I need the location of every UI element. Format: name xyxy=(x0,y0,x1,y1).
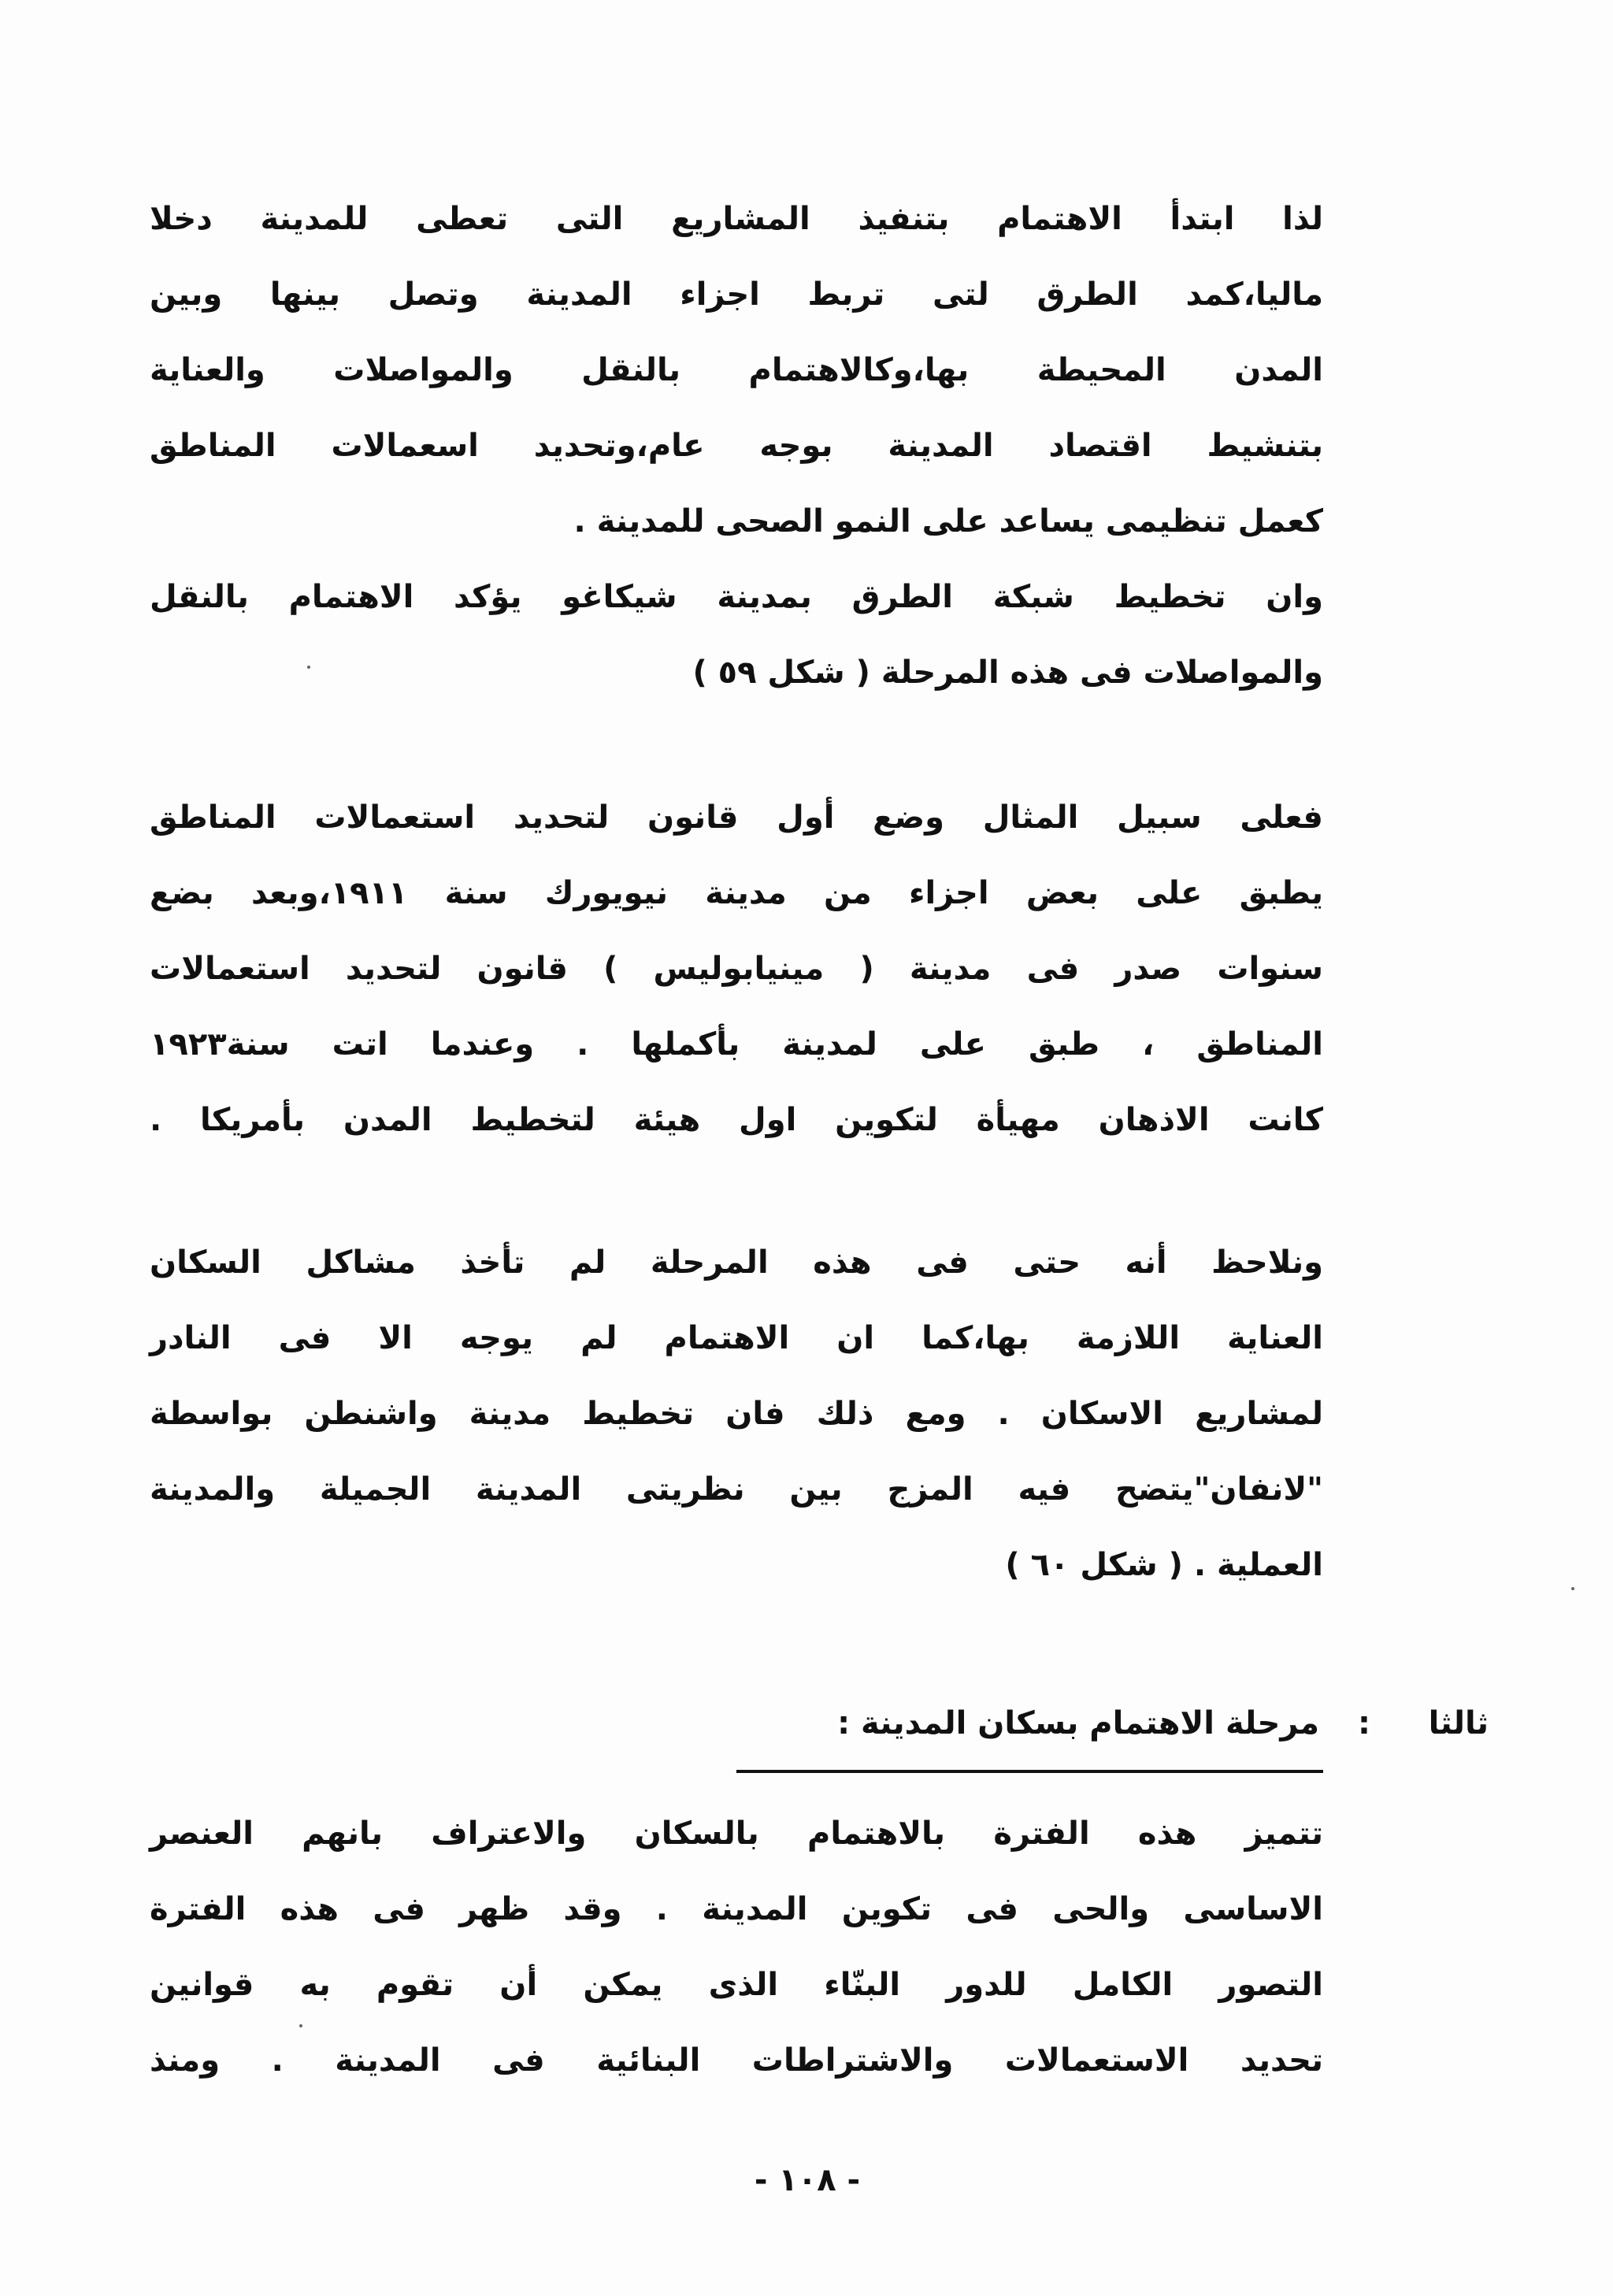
section-heading-text: مرحلة الاهتمام بسكان المدينة : xyxy=(837,1705,1319,1741)
text-line: لذا ابتدأ الاهتمام بتنفيذ المشاريع التى تعطى للمدينة دخلا xyxy=(150,201,1323,237)
heading-underline xyxy=(736,1770,1323,1773)
text-line: العملية . ( شكل ٦٠ ) xyxy=(1005,1547,1323,1583)
text-line: المناطق ، طبق على لمدينة بأكملها . وعندما اتت سنة١٩٢٣ xyxy=(150,1026,1323,1063)
paragraph-4 xyxy=(150,1796,1323,2098)
text-line: كعمل تنظيمى يساعد على النمو الصحى للمدينة . xyxy=(573,503,1323,540)
paragraph-3 xyxy=(150,1225,1323,1603)
text-line: فعلى سبيل المثال وضع أول قانون لتحديد استعمالات المناطق xyxy=(150,799,1323,836)
text-line: بتنشيط اقتصاد المدينة بوجه عام،وتحديد اسعمالات المناطق xyxy=(150,428,1323,464)
page-number: - ١٠٨ - xyxy=(754,2162,861,2198)
section-heading xyxy=(709,1686,1489,1761)
text-line: لمشاريع الاسكان . ومع ذلك فان تخطيط مدينة واشنطن بواسطة xyxy=(150,1396,1323,1432)
text-line: تحديد الاستعمالات والاشتراطات البنائية فى المدينة . ومنذ xyxy=(150,2042,1323,2079)
section-heading-colon: : xyxy=(1358,1705,1370,1741)
text-line: والمواصلات فى هذه المرحلة ( شكل ٥٩ ) xyxy=(692,655,1323,691)
scan-speck xyxy=(299,2024,302,2027)
scan-speck xyxy=(1571,1587,1574,1590)
text-line: وان تخطيط شبكة الطرق بمدينة شيكاغو يؤكد الاهتمام بالنقل xyxy=(150,579,1323,615)
text-line: كانت الاذهان مهيأة لتكوين اول هيئة لتخطيط المدن بأمريكا . xyxy=(150,1102,1323,1138)
text-line: ماليا،كمد الطرق لتى تربط اجزاء المدينة وتصل بينها وبين xyxy=(150,276,1323,313)
paragraph-2 xyxy=(150,780,1323,1158)
text-line: سنوات صدر فى مدينة ( مينيابوليس ) قانون لتحديد استعمالات xyxy=(150,951,1323,987)
text-line: التصور الكامل للدور البنّاء الذى يمكن أن تقوم به قوانين xyxy=(150,1967,1323,2003)
text-line: المدن المحيطة بها،وكالاهتمام بالنقل والمواصلات والعناية xyxy=(150,352,1323,388)
scan-speck xyxy=(307,666,310,669)
text-line: يطبق على بعض اجزاء من مدينة نيويورك سنة ١٩١١،وبعد بضع xyxy=(150,875,1323,911)
text-line: الاساسى والحى فى تكوين المدينة . وقد ظهر فى هذه الفترة xyxy=(150,1891,1323,1927)
text-line: تتميز هذه الفترة بالاهتمام بالسكان والاعتراف بانهم العنصر xyxy=(150,1816,1323,1852)
text-line: ونلاحظ أنه حتى فى هذه المرحلة لم تأخذ مشاكل السكان xyxy=(150,1244,1323,1281)
section-heading-label: ثالثا xyxy=(1428,1705,1489,1741)
paragraph-1 xyxy=(150,181,1323,710)
text-line: "لانفان"يتضح فيه المزج بين نظريتى المدينة الجميلة والمدينة xyxy=(150,1471,1323,1508)
text-line: العناية اللازمة بها،كما ان الاهتمام لم يوجه الا فى النادر xyxy=(150,1320,1323,1356)
